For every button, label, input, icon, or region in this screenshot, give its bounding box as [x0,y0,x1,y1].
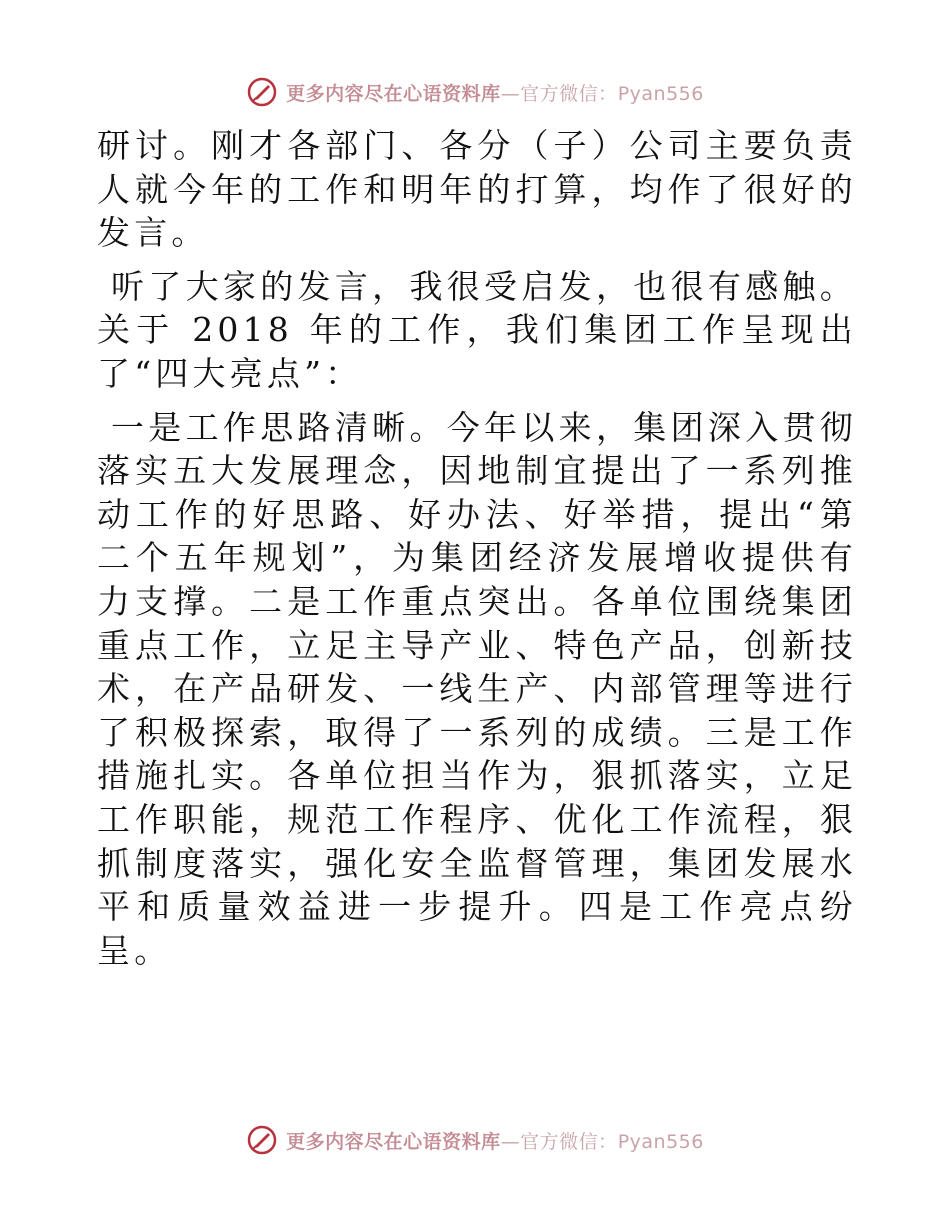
quill-logo-icon [246,76,278,108]
watermark-id: Pyan556 [617,82,704,105]
watermark-text [286,79,704,106]
watermark-main: 更多内容尽在心语资料库 [286,82,501,105]
paragraph-2: 听了大家的发言，我很受启发，也很有感触。关于 2018 年的工作，我们集团工作呈现出了“四大亮点”： [97,266,857,393]
watermark-official: 官方微信： [520,1130,618,1153]
document-body [97,124,857,982]
watermark-official: 官方微信： [520,82,618,105]
watermark-dash: — [500,82,521,105]
watermark-text [286,1127,704,1154]
watermark-main: 更多内容尽在心语资料库 [286,1130,501,1153]
footer-watermark [0,1120,950,1160]
watermark-dash: — [500,1130,521,1153]
paragraph-1: 研讨。刚才各部门、各分（子）公司主要负责人就今年的工作和明年的打算，均作了很好的发言。 [97,126,857,253]
paragraph-3: 一是工作思路清晰。今年以来，集团深入贯彻落实五大发展理念，因地制宜提出了一系列推动工作的好思路、好办法、好举措，提出“第二个五年规划”，为集团经济发展增收提供有力支撑。二是工作重点突出。各单位围绕集团重点工作，立足主导产业、特色产品，创新技术，在产品研发、一线生产、内部管理等进行了积极探索，取得了一系列的成绩。三是工作措施扎实。各单位担当作为，狠抓落实，立足工作职能，规范工作程序、优化工作流程，狠抓制度落实，强化安全监督管理，集团发展水平和质量效益进一步提升。四是工作亮点纷呈。 [97,407,857,970]
quill-logo-icon [246,1124,278,1156]
header-watermark [0,72,950,112]
watermark-id: Pyan556 [617,1130,704,1153]
